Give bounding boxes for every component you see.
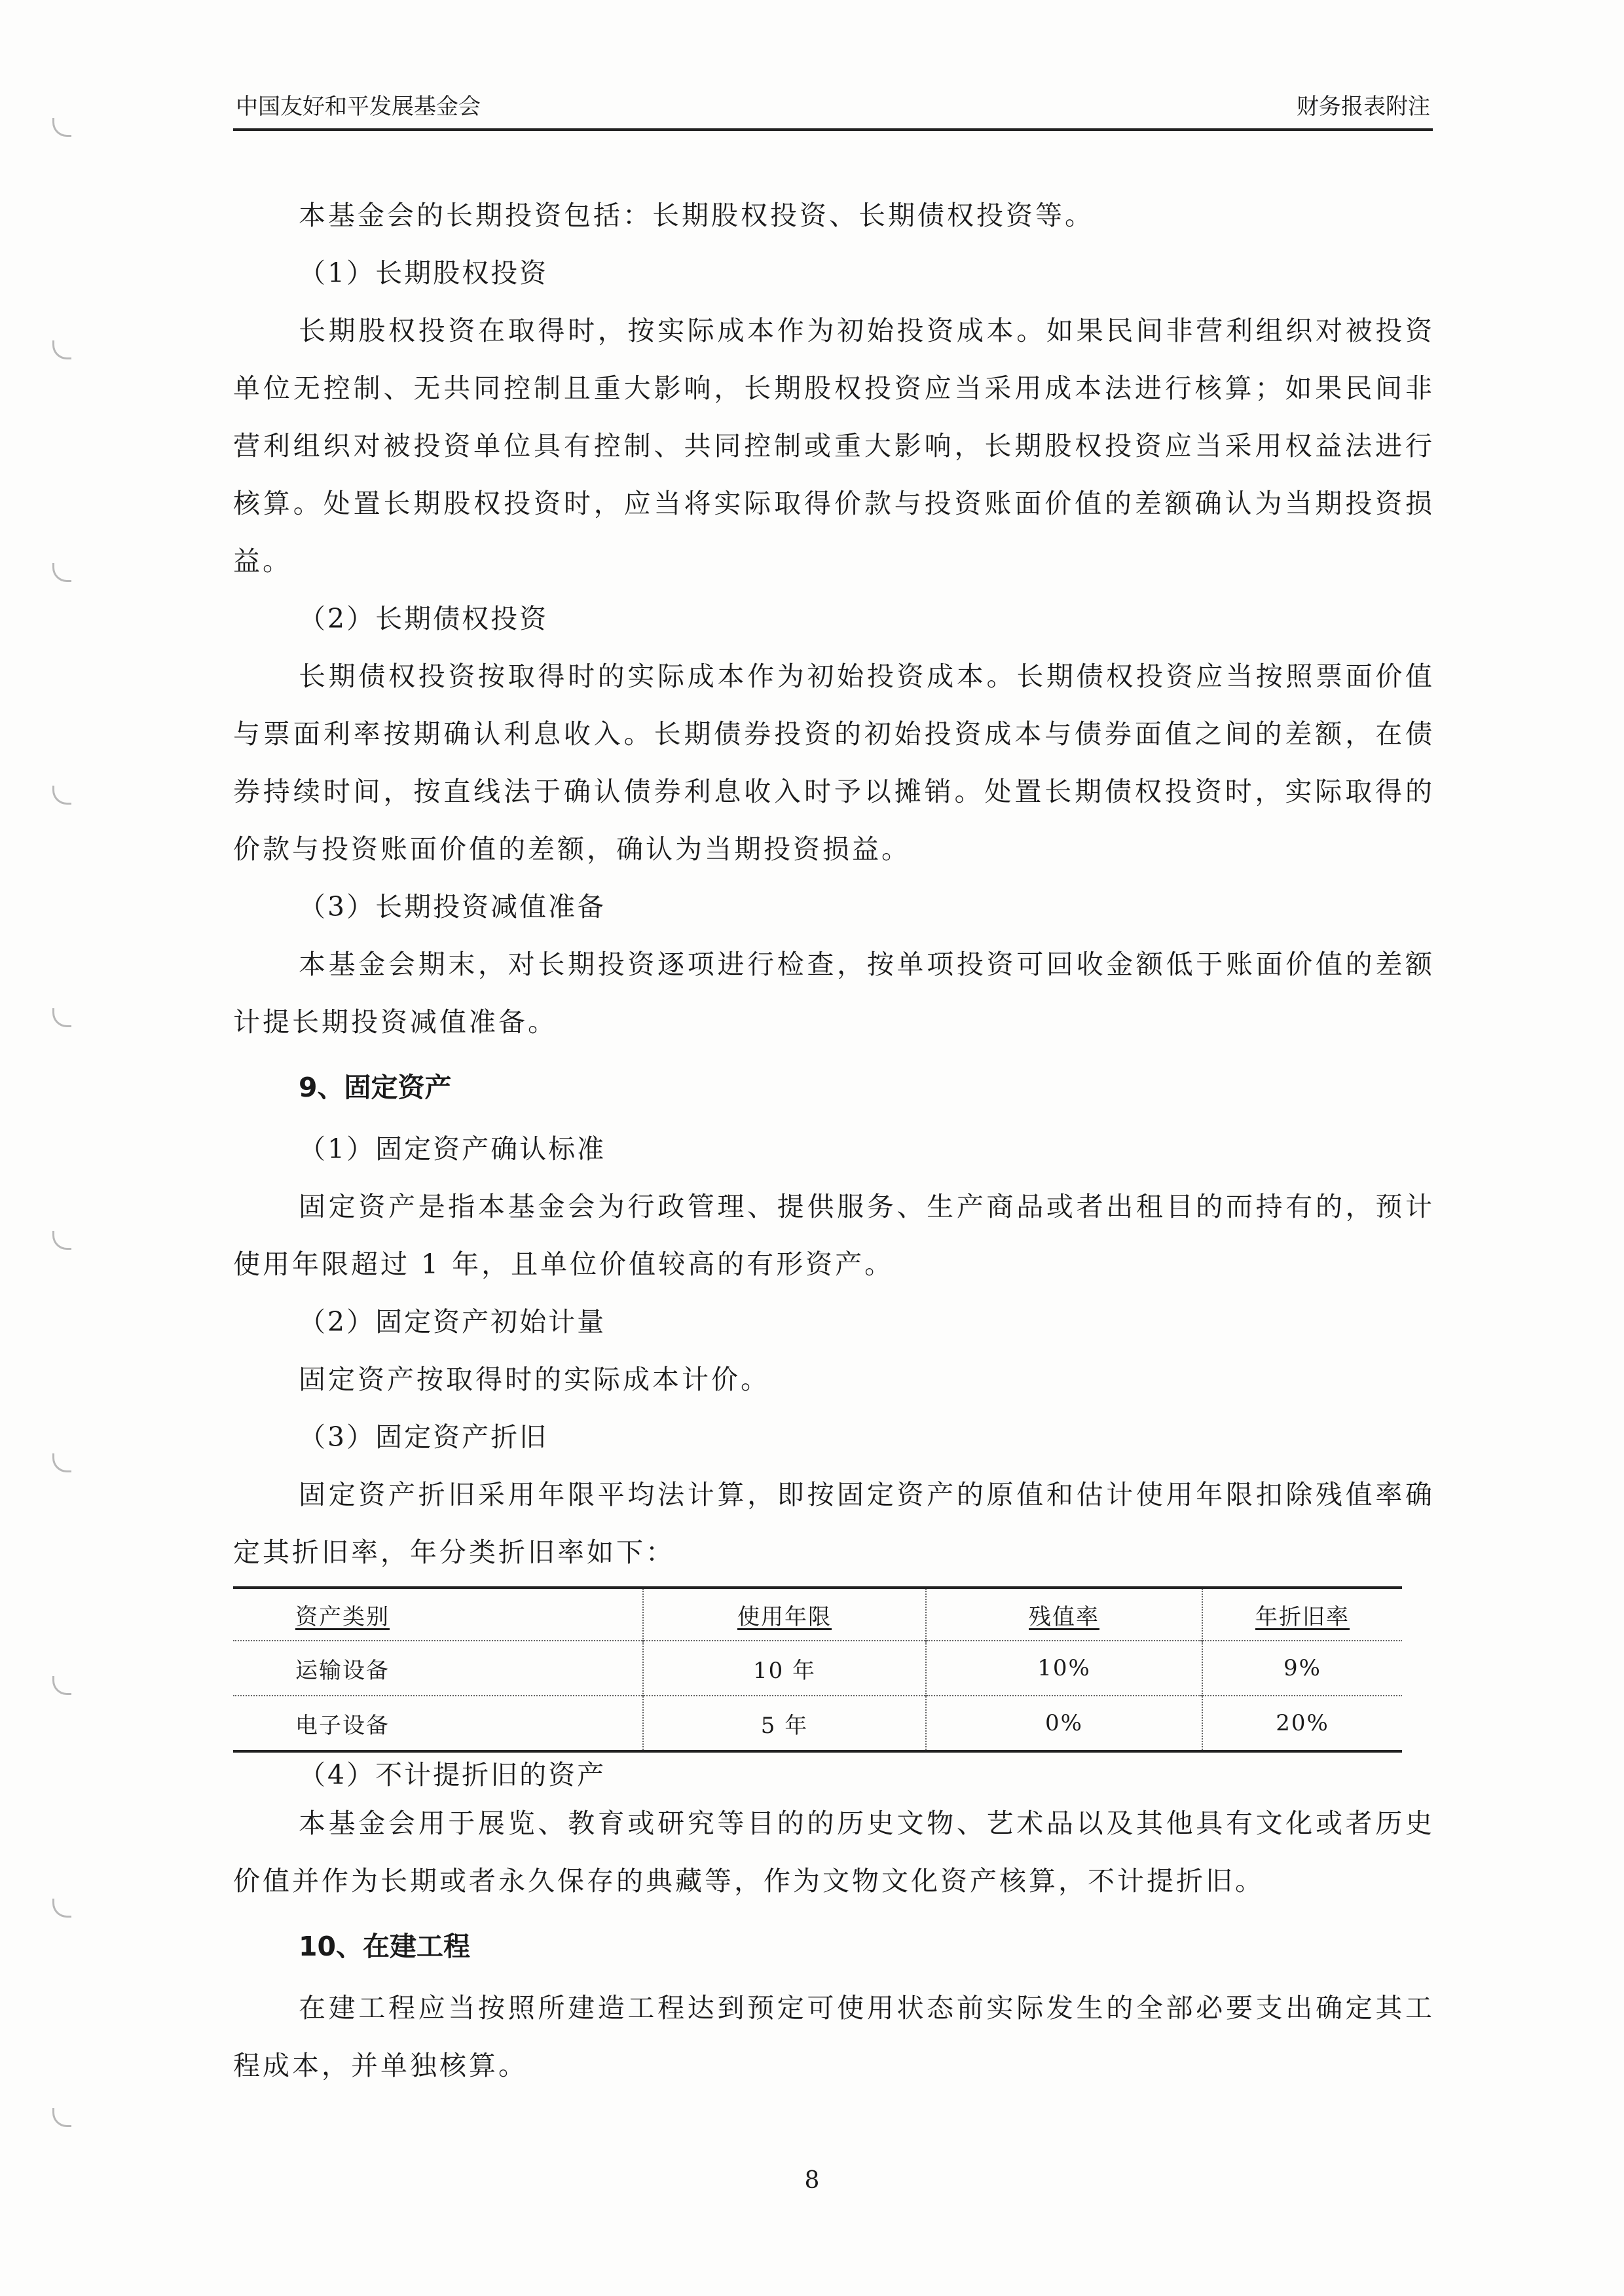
paragraph: 固定资产是指本基金会为行政管理、提供服务、生产商品或者出租目的而持有的，预计使用年限超过 1 年，且单位价值较高的有形资产。 [233, 1191, 1435, 1280]
paragraph: 本基金会的长期投资包括：长期股权投资、长期债权投资等。 [299, 200, 1094, 231]
column-header: 资产类别 [295, 1603, 390, 1630]
paragraph: 长期债权投资按取得时的实际成本作为初始投资成本。长期债权投资应当按照票面价值与票面利率按期确认利息收入。长期债券投资的初始投资成本与债券面值之间的差额，在债券持续时间，按直线法于确认债券利息收入时予以摊销。处置长期债权投资时，实际取得的价款与投资账面价值的差额，确认为当期投资损益。 [233, 661, 1435, 865]
table-row [233, 1696, 1402, 1751]
table-row [233, 1641, 1402, 1696]
column-header: 年折旧率 [1202, 1588, 1402, 1641]
table-cell: 10% [926, 1641, 1202, 1696]
paragraph: 本基金会用于展览、教育或研究等目的的历史文物、艺术品以及其他具有文化或者历史价值并作为长期或者永久保存的典藏等，作为文物文化资产核算，不计提折旧。 [233, 1808, 1435, 1897]
subheading: （1）长期股权投资 [299, 257, 549, 289]
binder-hole-mark [52, 1676, 71, 1695]
paragraph: 固定资产按取得时的实际成本计价。 [299, 1364, 770, 1395]
depreciation-table [233, 1586, 1402, 1753]
binder-hole-mark [52, 1231, 71, 1250]
binder-hole-mark [52, 1453, 71, 1472]
paragraph: 在建工程应当按照所建造工程达到预定可使用状态前实际发生的全部必要支出确定其工程成本，并单独核算。 [233, 1992, 1435, 2081]
binder-hole-mark [52, 340, 71, 359]
table-cell: 20% [1202, 1696, 1402, 1751]
binder-hole-mark [52, 1008, 71, 1027]
table-cell: 9% [1202, 1641, 1402, 1696]
paragraph: 固定资产折旧采用年限平均法计算，即按固定资产的原值和估计使用年限扣除残值率确定其折旧率，年分类折旧率如下： [233, 1479, 1435, 1568]
column-header: 残值率 [926, 1588, 1202, 1641]
binder-hole-mark [52, 786, 71, 805]
subheading: （3）长期投资减值准备 [299, 891, 606, 922]
column-header: 使用年限 [643, 1588, 926, 1641]
section-heading: 9、固定资产 [299, 1072, 452, 1103]
main-content [233, 187, 1435, 2094]
page-header [233, 90, 1433, 131]
paragraph: 本基金会期末，对长期投资逐项进行检查，按单项投资可回收金额低于账面价值的差额计提长期投资减值准备。 [233, 949, 1435, 1038]
table-header-row [233, 1588, 1402, 1641]
binder-hole-mark [52, 563, 71, 582]
subheading: （1）固定资产确认标准 [299, 1133, 606, 1165]
binder-hole-mark [52, 2108, 71, 2127]
table-cell: 电子设备 [233, 1696, 643, 1751]
subheading: （3）固定资产折旧 [299, 1421, 549, 1453]
binder-hole-mark [52, 1899, 71, 1918]
section-heading: 10、在建工程 [299, 1931, 471, 1962]
subheading: （2）固定资产初始计量 [299, 1306, 606, 1338]
table-cell: 5 年 [643, 1696, 926, 1751]
table-cell: 0% [926, 1696, 1202, 1751]
subheading: （4）不计提折旧的资产 [299, 1759, 606, 1791]
header-organization: 中国友好和平发展基金会 [236, 94, 481, 120]
paragraph: 长期股权投资在取得时，按实际成本作为初始投资成本。如果民间非营利组织对被投资单位无控制、无共同控制且重大影响，长期股权投资应当采用成本法进行核算；如果民间非营利组织对被投资单位具有控制、共同控制或重大影响，长期股权投资应当采用权益法进行核算。处置长期股权投资时，应当将实际取得价款与投资账面价值的差额确认为当期投资损益。 [233, 315, 1435, 577]
header-document-title: 财务报表附注 [1297, 94, 1430, 120]
page-number: 8 [804, 2167, 820, 2194]
table-cell: 运输设备 [233, 1641, 643, 1696]
binder-hole-mark [52, 118, 71, 137]
subheading: （2）长期债权投资 [299, 603, 549, 634]
table-cell: 10 年 [643, 1641, 926, 1696]
